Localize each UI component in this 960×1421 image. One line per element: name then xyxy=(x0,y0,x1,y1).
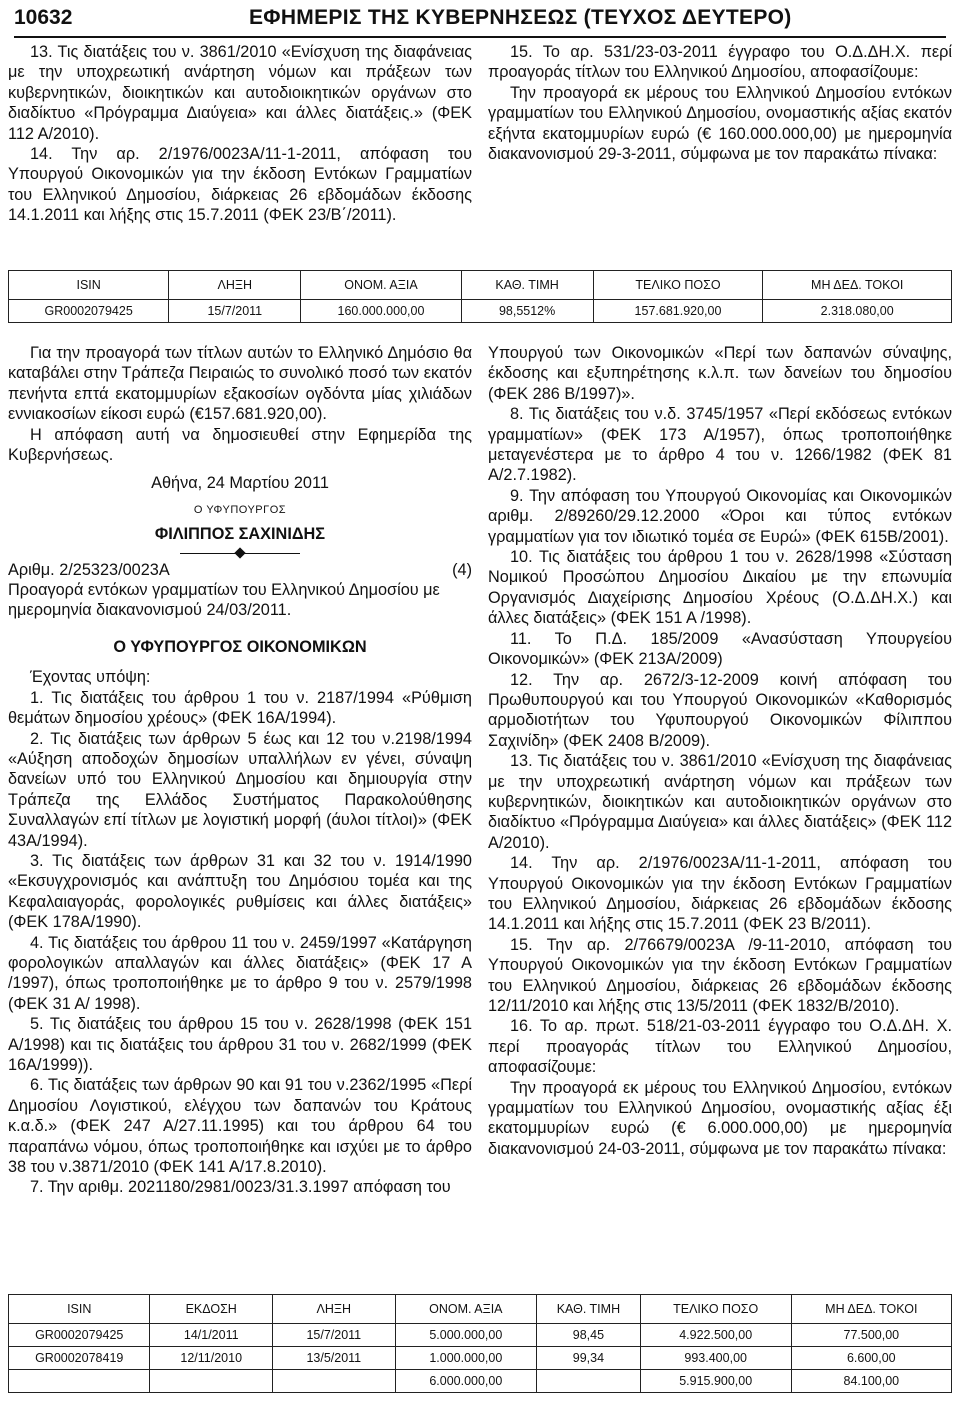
table-cell: 157.681.920,00 xyxy=(593,300,763,323)
table-cell xyxy=(150,1370,273,1393)
table-cell xyxy=(9,1370,150,1393)
table-header-cell: ΛΗΞΗ xyxy=(169,271,301,300)
list-item: 2. Τις διατάξεις των άρθρων 5 έως και 12 του ν.2198/1994 «Αύξηση αποδοχών δημοσίων υπαλλήλων εν γένει, σύναψη δανείων υπό του Ελληνικού Δημοσίου και δημιουργία στην Τράπεζα της Ελλάδος Συστήματος Παρακολούθησης Συναλλαγών επί τίτλων με λογιστική μορφή (άυλοι τίτλοι)» (ΦΕΚ 43Α/1994). xyxy=(8,729,472,850)
list-item: 8. Τις διατάξεις του ν.δ. 3745/1957 «Περί εκδόσεως εντόκων γραμματίων» (ΦΕΚ 173 Α/1957), όπως τροποποιήθηκε μεταγενέστερα με το άρθρο 4 του ν. 1266/1982 (ΦΕΚ 81 Α/2.7.1982). xyxy=(488,405,952,485)
table-cell xyxy=(273,1370,396,1393)
table-header-cell: ISIN xyxy=(9,1295,150,1324)
table-cell: 12/11/2010 xyxy=(150,1347,273,1370)
table-cell: 5.915.900,00 xyxy=(640,1370,791,1393)
signer-name: ΦΙΛΙΠΠΟΣ ΣΑΧΙΝΙΔΗΣ xyxy=(154,525,326,544)
right-column xyxy=(488,343,952,1159)
decision-title: Προαγορά εντόκων γραμματίων του Ελληνικού Δημοσίου με ημερομηνία διακανονισμού 24/03/2011. xyxy=(8,581,440,620)
table-cell: GR0002078419 xyxy=(9,1347,150,1370)
list-item: 5. Τις διατάξεις του άρθρου 15 του ν. 2628/1998 (ΦΕΚ 151 Α/1998) και τις διατάξεις του άρθρου 31 του ν. 2682/1999 (ΦΕΚ 16Α/1999)). xyxy=(8,1015,472,1074)
list-item: 14. Την αρ. 2/1976/0023Α/11-1-2011, απόφαση του Υπουργού Οικονομικών για την έκδοση Εντόκων Γραμματίων του Ελληνικού Δημοσίου, διάρκειας 26 εβδομάδων έκδοσης 14.1.2011 και λήξης στις 15.7.2011 (ΦΕΚ 23 Β/2011). xyxy=(488,854,952,934)
table-row xyxy=(9,300,952,323)
paragraph: 15. Το αρ. 531/23-03-2011 έγγραφο του Ο.Δ.ΔΗ.Χ. περί προαγοράς τίτλων του Ελληνικού Δημοσίου, αποφασίζουμε: xyxy=(488,43,952,82)
table-row xyxy=(9,1347,952,1370)
table-cell: 98,5512% xyxy=(461,300,593,323)
list-item: 12. Την αρ. 2672/3-12-2009 κοινή απόφαση του Πρωθυπουργού και του Υπουργού Οικονομικών «Καθορισμός αρμοδιοτήτων του Υφυπουργού Οικονομικών Φίλιππου Σαχινίδη» (ΦΕΚ 2408 Β/2009). xyxy=(488,670,952,750)
paragraph: 14. Την αρ. 2/1976/0023Α/11-1-2011, απόφαση του Υπουργού Οικονομικών για την έκδοση Εντόκων Γραμματίων του Ελληνικού Δημοσίου, διάρκειας 26 εβδομάδων έκδοσης 14.1.2011 και λήξης στις 15.7.2011 (ΦΕΚ 23/Β΄/2011). xyxy=(8,145,472,225)
left-column xyxy=(8,343,472,1198)
table-total-row xyxy=(9,1370,952,1393)
table-header-row xyxy=(9,271,952,300)
gazette-title: ΕΦΗΜΕΡΙΣ ΤΗΣ ΚΥΒΕΡΝΗΣΕΩΣ (ΤΕΥΧΟΣ ΔΕΥΤΕΡΟ) xyxy=(249,6,792,29)
place-date: Αθήνα, 24 Μαρτίου 2011 xyxy=(151,474,329,493)
table-cell: 77.500,00 xyxy=(791,1324,951,1347)
table-cell: 15/7/2011 xyxy=(169,300,301,323)
table-header-cell: ΚΑΘ. ΤΙΜΗ xyxy=(537,1295,641,1324)
list-item: 4. Τις διατάξεις του άρθρου 11 του ν. 2459/1997 «Κατάργηση φορολογικών απαλλαγών και άλλες διατάξεις» (ΦΕΚ 17 Α /1997), όπως τροποποιήθηκε με το άρθρο 9 του ν. 2579/1998 (ΦΕΚ 31 Α/ 1998). xyxy=(8,933,472,1013)
table-header-cell: ΤΕΛΙΚΟ ΠΟΣΟ xyxy=(593,271,763,300)
decision-ref: (4) xyxy=(452,560,472,579)
table-cell: 6.000.000,00 xyxy=(395,1370,536,1393)
list-item: 1. Τις διατάξεις του άρθρου 1 του ν. 2187/1994 «Ρύθμιση θεμάτων δημοσίου χρέους» (ΦΕΚ 16Α/1994). xyxy=(8,688,472,728)
table-cell: 5.000.000,00 xyxy=(395,1324,536,1347)
table-header-cell: ΜΗ ΔΕΔ. ΤΟΚΟΙ xyxy=(763,271,952,300)
list-item: 16. Το αρ. πρωτ. 518/21-03-2011 έγγραφο του Ο.Δ.ΔΗ. Χ. περί προαγοράς τίτλων του Ελληνικού Δημοσίου, αποφασίζουμε: xyxy=(488,1017,952,1077)
table-cell xyxy=(537,1370,641,1393)
table-cell: 14/1/2011 xyxy=(150,1324,273,1347)
list-item: 10. Τις διατάξεις του άρθρου 1 του ν. 2628/1998 «Σύσταση Νομικού Προσώπου Δημοσίου Δικαίου με την επωνυμία Οργανισμός Διαχείρισης Δημοσίου Χρέους (Ο.Δ.ΔΗ.Χ.) και άλλες διατάξεις» (ΦΕΚ 151 Α /1998). xyxy=(488,548,952,628)
decision-number-line xyxy=(8,560,472,580)
table-cell: 98,45 xyxy=(537,1324,641,1347)
paragraph: Την προαγορά εκ μέρους του Ελληνικού Δημοσίου εντόκων γραμματίων του Ελληνικού Δημοσίου, ονομαστικής αξίας εκατόν εξήντα εκατομμυρίων ευρώ (€ 160.000.000,00) με ημερομηνία διακανονισμού 29-3-2011, σύμφωνα με τον παρακάτω πίνακα: xyxy=(488,83,952,164)
table-cell: 1.000.000,00 xyxy=(395,1347,536,1370)
table-cell: 15/7/2011 xyxy=(273,1324,396,1347)
top-left-column xyxy=(8,42,472,226)
table-cell: 84.100,00 xyxy=(791,1370,951,1393)
table-header-cell: ISIN xyxy=(9,271,169,300)
table-header-cell: ΚΑΘ. ΤΙΜΗ xyxy=(461,271,593,300)
table-header-cell: ΜΗ ΔΕΔ. ΤΟΚΟΙ xyxy=(791,1295,951,1324)
table-cell: 13/5/2011 xyxy=(273,1347,396,1370)
table-header-cell: ΟΝΟΜ. ΑΞΙΑ xyxy=(395,1295,536,1324)
list-item: 9. Την απόφαση του Υπουργού Οικονομίας και Οικονομικών αριθμ. 2/89260/29.12.2000 «Όροι και τύπος εντόκων γραμματίων για τον ιδιωτικό τομέα σε Ευρώ» (ΦΕΚ 615Β/2001). xyxy=(488,486,952,546)
table-cell: 160.000.000,00 xyxy=(301,300,461,323)
table-row xyxy=(9,1324,952,1347)
table-header-cell: ΕΚΔΟΣΗ xyxy=(150,1295,273,1324)
table-header-cell: ΟΝΟΜ. ΑΞΙΑ xyxy=(301,271,461,300)
table-cell: 993.400,00 xyxy=(640,1347,791,1370)
list-item: 15. Την αρ. 2/76679/0023Α /9-11-2010, απόφαση του Υπουργού Οικονομικών για την έκδοση Εντόκων Γραμματίων του Ελληνικού Δημοσίου, διάρκειας 26 εβδομάδων έκδοσης 12/11/2010 και λήξης στις 13/5/2011 (ΦΕΚ 1832/Β/2010). xyxy=(488,935,952,1015)
table-cell: 2.318.080,00 xyxy=(763,300,952,323)
table-header-cell: ΤΕΛΙΚΟ ΠΟΣΟ xyxy=(640,1295,791,1324)
list-item: 3. Τις διατάξεις των άρθρων 31 και 32 του ν. 1914/1990 «Εκσυγχρονισμός και ανάπτυξη του Δημόσιου τομέα και της Κεφαλαιαγοράς, φορολογικές ρυθμίσεις και άλλες διατάξεις» (ΦΕΚ 178Α/1990). xyxy=(8,851,472,932)
table-cell: 99,34 xyxy=(537,1347,641,1370)
table-cell: GR0002079425 xyxy=(9,300,169,323)
signer-role: Ο ΥΦΥΠΟΥΡΓΟΣ xyxy=(193,503,287,516)
paragraph: Για την προαγορά των τίτλων αυτών το Ελληνικό Δημόσιο θα καταβάλει στην Τράπεζα Πειραιώς το συνολικό ποσό των εκατόν πενήντα επτά εκατομμυρίων εξακοσίων ογδόντα μίας χιλιάδων εννιακοσίων είκοσι ευρώ (€157.681.920,00). xyxy=(8,344,472,424)
list-item: 13. Τις διατάξεις του ν. 3861/2010 «Ενίσχυση της διαφάνειας με την υποχρεωτική ανάρτηση νόμων και πράξεων των κυβερνητικών, διοικητικών και αυτοδιοικητικών οργάνων στο διαδίκτυο «Πρόγραμμα Διαύγεια» και άλλες διατάξεις» (ΦΕΚ 112 Α/2010). xyxy=(488,752,952,852)
divider-diamond-icon xyxy=(234,547,245,558)
paragraph: Υπουργού των Οικονομικών «Περί των δαπανών σύναψης, έκδοσης και εξυπηρέτησης κ.λ.π. των δανείων του δημοσίου (ΦΕΚ 286 Β/1997)». xyxy=(488,344,952,403)
page-number: 10632 xyxy=(14,6,73,29)
paragraph: 13. Τις διατάξεις του ν. 3861/2010 «Ενίσχυση της διαφάνειας με την υποχρεωτική ανάρτηση νόμων και πράξεων των κυβερνητικών, διοικητικών και αυτοδιοικητικών οργάνων στο διαδίκτυο «Πρόγραμμα Διαύγεια» και άλλες διατάξεις.» (ΦΕΚ 112 Α/2010). xyxy=(8,43,472,143)
table-header-row xyxy=(9,1295,952,1324)
list-item: 11. Το Π.Δ. 185/2009 «Ανασύσταση Υπουργείου Οικονομικών» (ΦΕΚ 213Α/2009) xyxy=(488,629,952,669)
list-item: 7. Την αριθμ. 2021180/2981/0023/31.3.1997 απόφαση του xyxy=(30,1178,451,1197)
settlement-table-1 xyxy=(8,270,952,323)
section-divider xyxy=(180,553,300,554)
table-cell: 4.922.500,00 xyxy=(640,1324,791,1347)
top-right-column xyxy=(488,42,952,164)
table-cell: 6.600,00 xyxy=(791,1347,951,1370)
list-item: 6. Τις διατάξεις των άρθρων 90 και 91 του ν.2362/1995 «Περί Δημοσίου Λογιστικού, ελέγχου των δαπανών του Κράτους κ.α.δ.» (ΦΕΚ 247 Α/27.11.1995) και του άρθρου 64 του παραπάνω νόμου, όπως τροποποιήθηκε και ισχύει με το άρθρο 38 του ν.3871/2010 (ΦΕΚ 141 Α/17.8.2010). xyxy=(8,1076,472,1177)
having-regard: Έχοντας υπόψη: xyxy=(30,668,151,687)
table-cell: GR0002079425 xyxy=(9,1324,150,1347)
table-header-cell: ΛΗΞΗ xyxy=(273,1295,396,1324)
decision-number: Αριθμ. 2/25323/0023Α xyxy=(8,560,170,579)
list-item: Την προαγορά εκ μέρους του Ελληνικού Δημοσίου, εντόκων γραμματίων του Ελληνικού Δημοσίου, ονομαστικής αξίας έξι εκατομμυρίων ευρώ (€ 6.000.000,00) με ημερομηνία διακανονισμού 24-03-2011, σύμφωνα με τον παρακάτω πίνακα: xyxy=(488,1078,952,1158)
page-header xyxy=(14,6,946,38)
settlement-table-2 xyxy=(8,1294,952,1393)
authority-heading: Ο ΥΦΥΠΟΥΡΓΟΣ ΟΙΚΟΝΟΜΙΚΩΝ xyxy=(113,637,367,656)
paragraph: Η απόφαση αυτή να δημοσιευθεί στην Εφημερίδα της Κυβερνήσεως. xyxy=(8,425,472,465)
